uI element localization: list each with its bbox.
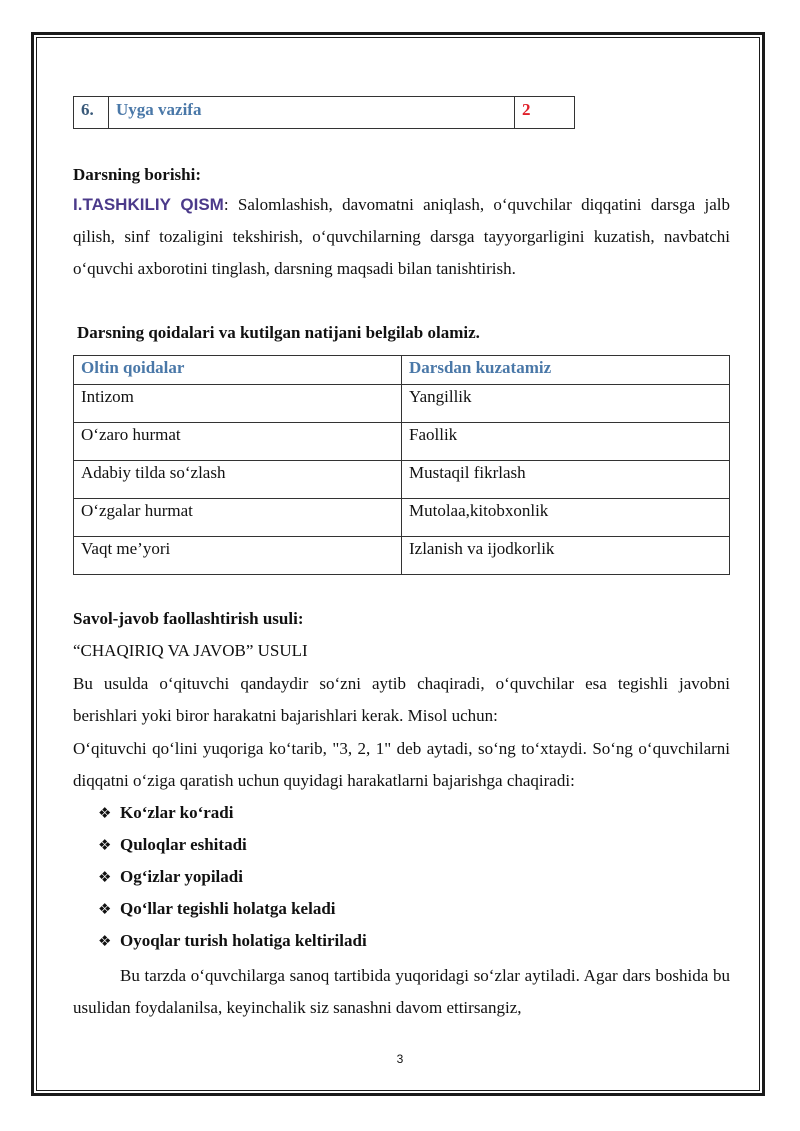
table-header-row	[74, 356, 730, 385]
header-cell: Darsdan kuzatamiz	[402, 356, 730, 385]
table-row	[74, 499, 730, 537]
table-cell: Adabiy tilda so‘zlash	[74, 461, 402, 499]
list-item: ❖ Oyoqlar turish holatiga keltiriladi	[98, 925, 367, 957]
row-value: 2	[515, 97, 575, 129]
bullet-list	[98, 797, 367, 957]
rules-heading: Darsning qoidalari va kutilgan natijani belgilab olamiz.	[77, 323, 480, 342]
table-row	[74, 97, 575, 129]
diamond-bullet-icon: ❖	[98, 900, 112, 918]
method-heading: Savol-javob faollashtirish usuli:	[73, 609, 304, 628]
method-paragraph-1: Bu usulda o‘qituvchi qandaydir so‘zni aytib chaqiradi, o‘quvchilar esa tegishli javobni berishlari yoki biror harakatni bajarishlari kerak. Misol uchun:	[73, 674, 730, 725]
table-cell: Izlanish va ijodkorlik	[402, 537, 730, 575]
table-cell: Mustaqil fikrlash	[402, 461, 730, 499]
section-heading: Darsning borishi:	[73, 165, 201, 184]
diamond-bullet-icon: ❖	[98, 868, 112, 886]
diamond-bullet-icon: ❖	[98, 836, 112, 854]
table-row	[74, 461, 730, 499]
section-text: : Salomlashish, davomatni aniqlash, o‘quvchilar diqqatini darsga jalb qilish, sinf tozaligini tekshirish, o‘quvchilarning darsga tayyorgarligini kuzatish, navbatchi o‘quvchi axborotini tinglash, darsning maqsadi bilan tanishtirish.	[73, 195, 730, 278]
list-item: ❖ Qo‘llar tegishli holatga keladi	[98, 893, 367, 925]
header-cell: Oltin qoidalar	[74, 356, 402, 385]
table-cell: Yangillik	[402, 385, 730, 423]
diamond-bullet-icon: ❖	[98, 932, 112, 950]
row-label: Uyga vazifa	[109, 97, 515, 129]
table-row	[74, 537, 730, 575]
organizational-paragraph	[73, 189, 730, 285]
closing-paragraph: Bu tarzda o‘quvchilarga sanoq tartibida yuqoridagi so‘zlar aytiladi. Agar dars boshida bu usulidan foydalanilsa, keyinchalik siz sanashni davom ettirsangiz,	[73, 966, 730, 1017]
row-number: 6.	[74, 97, 109, 129]
list-item: ❖ Og‘izlar yopiladi	[98, 861, 367, 893]
table-row	[74, 385, 730, 423]
list-item: ❖ Ko‘zlar ko‘radi	[98, 797, 367, 829]
page-number: 3	[396, 1052, 404, 1066]
table-row	[74, 423, 730, 461]
homework-table	[73, 96, 575, 129]
table-cell: Intizom	[74, 385, 402, 423]
diamond-bullet-icon: ❖	[98, 804, 112, 822]
section-lead: I.TASHKILIY QISM	[73, 195, 224, 214]
method-name: “CHAQIRIQ VA JAVOB” USULI	[73, 641, 308, 660]
table-cell: Mutolaa,kitobxonlik	[402, 499, 730, 537]
table-cell: O‘zaro hurmat	[74, 423, 402, 461]
method-paragraph-2: O‘qituvchi qo‘lini yuqoriga ko‘tarib, "3, 2, 1" deb aytadi, so‘ng to‘xtaydi. So‘ng o‘quvchilarni diqqatni o‘ziga qaratish uchun quyidagi harakatlarni bajarishga chaqiradi:	[73, 739, 730, 790]
table-cell: Faollik	[402, 423, 730, 461]
table-cell: Vaqt me’yori	[74, 537, 402, 575]
list-item: ❖ Quloqlar eshitadi	[98, 829, 367, 861]
table-cell: O‘zgalar hurmat	[74, 499, 402, 537]
rules-table	[73, 355, 730, 575]
